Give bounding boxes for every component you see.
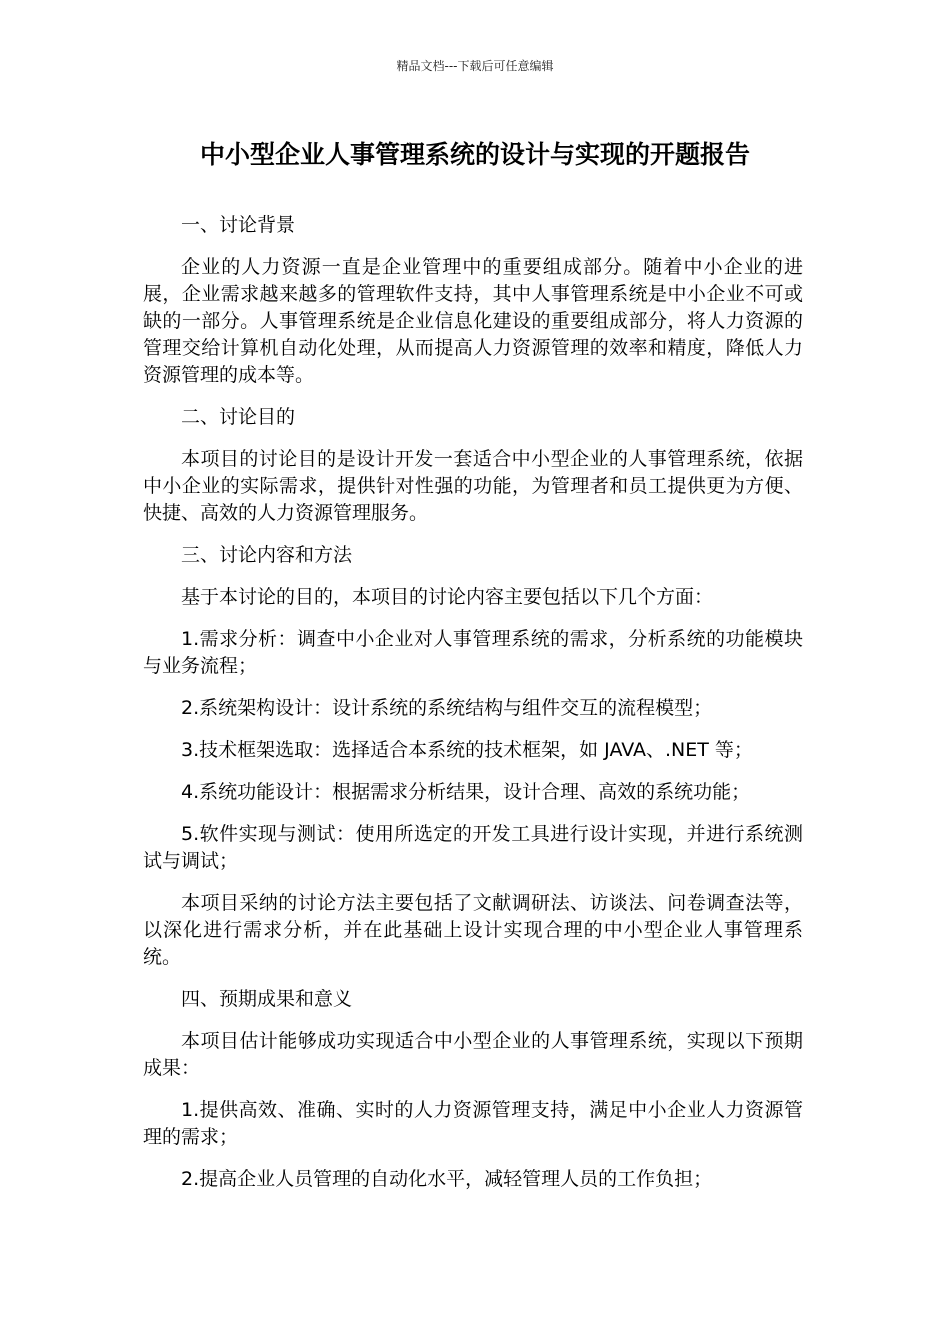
document-title: 中小型企业人事管理系统的设计与实现的开题报告 bbox=[199, 140, 750, 169]
list-item-framework: 3.技术框架选取：选择适合本系统的技术框架，如 JAVA、.NET 等； bbox=[181, 739, 753, 761]
heading-background: 一、讨论背景 bbox=[181, 214, 296, 236]
list-item-architecture: 2.系统架构设计：设计系统的系统结构与组件交互的流程模型； bbox=[181, 697, 713, 719]
heading-outcomes: 四、预期成果和意义 bbox=[181, 988, 353, 1010]
heading-purpose: 二、讨论目的 bbox=[181, 406, 296, 428]
list-item-implementation: 5.软件实现与测试：使用所选定的开发工具进行设计实现，并进行系统测试与调试； bbox=[143, 823, 803, 872]
header-note: 精品文档---下载后可任意编辑 bbox=[396, 59, 554, 73]
paragraph-outcomes-intro: 本项目估计能够成功实现适合中小型企业的人事管理系统，实现以下预期成果： bbox=[143, 1030, 803, 1079]
paragraph-content-intro: 基于本讨论的目的，本项目的讨论内容主要包括以下几个方面： bbox=[181, 586, 714, 608]
paragraph-methods: 本项目采纳的讨论方法主要包括了文献调研法、访谈法、问卷调查法等，以深化进行需求分析，并在此基础上设计实现合理的中小型企业人事管理系统。 bbox=[143, 892, 803, 968]
paragraph-background: 企业的人力资源一直是企业管理中的重要组成部分。随着中小企业的进展，企业需求越来越多的管理软件支持，其中人事管理系统是中小企业不可或缺的一部分。人事管理系统是企业信息化建设的重要组成部分，将人力资源的管理交给计算机自动化处理，从而提高人力资源管理的效率和精度，降低人力资源管理的成本等。 bbox=[143, 256, 803, 386]
document-body bbox=[143, 212, 803, 1208]
list-item-outcome-1: 1.提供高效、准确、实时的人力资源管理支持，满足中小企业人力资源管理的需求； bbox=[143, 1099, 803, 1148]
paragraph-purpose: 本项目的讨论目的是设计开发一套适合中小型企业的人事管理系统，依据中小企业的实际需求，提供针对性强的功能，为管理者和员工提供更为方便、快捷、高效的人力资源管理服务。 bbox=[143, 448, 803, 524]
list-item-outcome-2: 2.提高企业人员管理的自动化水平，减轻管理人员的工作负担； bbox=[181, 1168, 713, 1190]
list-item-function-design: 4.系统功能设计：根据需求分析结果，设计合理、高效的系统功能； bbox=[181, 781, 751, 803]
list-item-requirements: 1.需求分析：调查中小企业对人事管理系统的需求，分析系统的功能模块与业务流程； bbox=[143, 628, 803, 677]
heading-content-methods: 三、讨论内容和方法 bbox=[181, 544, 353, 566]
